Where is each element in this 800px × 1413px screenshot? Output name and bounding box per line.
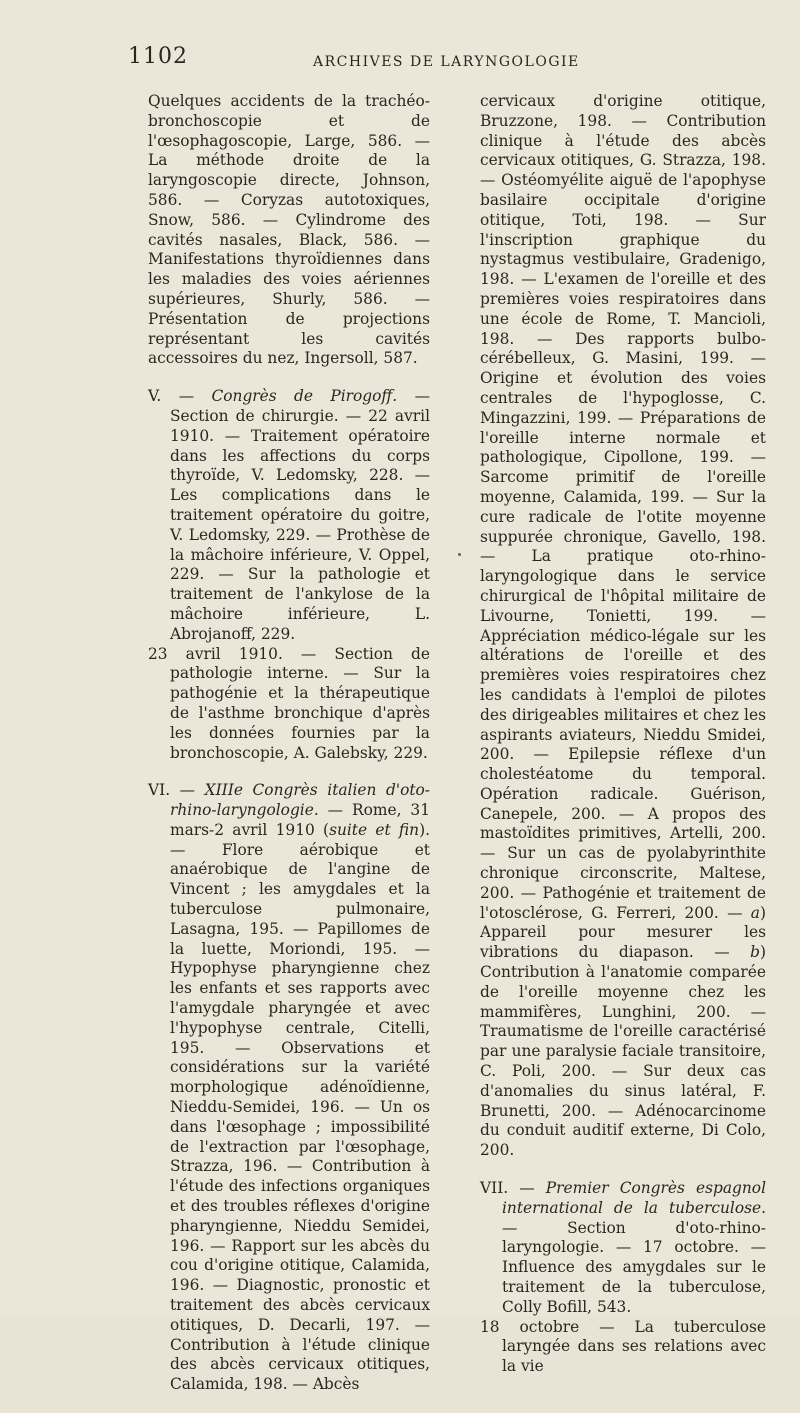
congress-title: XIIIe Congrès italien d'oto-rhino-laryngologie. <box>170 781 430 820</box>
section-lead: V. — <box>148 387 212 406</box>
item-label-b: b <box>750 943 760 962</box>
paragraph-text: — Rome, 31 mars-2 avril 1910 ( <box>170 801 430 839</box>
paragraph-section-vii <box>480 1179 766 1318</box>
paragraph-section-v-date <box>148 645 430 764</box>
section-lead: VI. — <box>148 781 205 800</box>
page-number: 1102 <box>128 44 188 69</box>
paragraph-text: — Section d'oto-rhino-laryngologie. — 17 octobre. — Influence des amygdales sur le traitement de la tuberculose, Colly Bofill, 543. <box>502 1218 766 1316</box>
paragraph-section-vi <box>148 781 430 1395</box>
right-column <box>480 92 766 1395</box>
paragraph-text: ) Contribution à l'anatomie comparée de l'oreille moyenne chez les mammifères, Lunghini, 200. — Traumatisme de l'oreille caractérisé par une paralysie faciale transitoire, C. Poli, 200. — Sur deux cas d'anomalies du sinus latéral, F. Brunetti, 200. — Adénocarcinome du conduit auditif externe, Di Colo, 200. <box>480 943 766 1160</box>
paragraph-text: ). — Flore aérobique et anaérobique de l'angine de Vincent ; les amygdales et la tuberculose pulmonaire, Lasagna, 195. — Papillomes de la luette, Moriondi, 195. — Hypophyse pharyngienne chez les enfants et ses rapports avec l'amygdale pharyngée et avec l'hypophyse centrale, Citelli, 195. — Observations et considérations sur la variété morphologique adénoïdienne, Nieddu-Semidei, 196. — Un os dans l'œsophage ; impossibilité de l'extraction par l'œsophage, Strazza, 196. — Contribution à l'étude des infections organiques et des troubles réflexes d'origine pharyngienne, Nieddu Semidei, 196. — Rapport sur les abcès du cou d'origine otitique, Calamida, 196. — Diagnostic, pronostic et traitement des abcès cervicaux otitiques, D. Decarli, 197. — Contribution à l'étude clinique des abcès cervicaux otitiques, Calamida, 198. — Abcès <box>170 820 430 1394</box>
paragraph-section-iv-continued <box>148 92 430 369</box>
paragraph-text: Quelques accidents de la trachéo-bronchoscopie et de l'œsophagoscopie, Large, 586. — La méthode droite de la laryngoscopie directe, Johnson, 586. — Coryzas autotoxiques, Snow, 586. — Cylindrome des cavités nasales, Black, 586. — Manifestations thyroïdiennes dans les maladies des voies aériennes supérieures, Shurly, 586. — Présentation de projections représentant les cavités accessoires du nez, Ingersoll, 587. <box>148 92 430 368</box>
paragraph-text: — Section de chirurgie. — 22 avril 1910. — Traitement opératoire dans les affections du corps thyroïde, V. Ledomsky, 228. — Les complications dans le traitement opératoire du goitre, V. Ledomsky, 229. — Prothèse de la mâchoire inférieure, V. Oppel, 229. — Sur la pathologie et traitement de l'ankylose de la mâchoire inférieure, L. Abrojanoff, 229. <box>170 387 430 643</box>
page-header <box>128 44 670 74</box>
suite-note: suite et fin <box>329 820 420 839</box>
paragraph-text: 23 avril 1910. — Section de pathologie interne. — Sur la pathogénie et la thérapeutique de l'asthme bronchique d'après les données fournies par la bronchoscopie, A. Galebsky, 229. <box>148 644 430 762</box>
left-column <box>148 92 430 1413</box>
section-lead: VII. — <box>480 1179 546 1198</box>
paragraph-text: ) Appareil pour mesurer les vibrations du diapason. — <box>480 903 766 962</box>
gutter-speck <box>458 553 461 556</box>
congress-title: Congrès de Pirogoff. <box>211 387 398 406</box>
item-label-a: a <box>750 903 760 922</box>
paragraph-section-vi-continued <box>480 92 766 1161</box>
paragraph-section-vii-date <box>480 1318 766 1377</box>
congress-title: Premier Congrès espagnol international de la tuberculose. <box>502 1179 766 1217</box>
paragraph-text: cervicaux d'origine otitique, Bruzzone, 198. — Contribution clinique à l'étude des abcès cervicaux otitiques, G. Strazza, 198. — Ostéomyélite aiguë de l'apophyse basilaire occipitale d'origine otitique, Toti, 198. — Sur l'inscription graphique du nystagmus vestibulaire, Gradenigo, 198. — L'examen de l'oreille et des premières voies respiratoires dans une école de Rome, T. Mancioli, 198. — Des rapports bulbo-cérébelleux, G. Masini, 199. — Origine et évolution des voies centrales de l'hypoglosse, C. Mingazzini, 199. — Préparations de l'oreille interne normale et pathologique, Cipollone, 199. — Sarcome primitif de l'oreille moyenne, Calamida, 199. — Sur la cure radicale de l'otite moyenne suppurée chronique, Gavello, 198. — La pratique oto-rhino-laryngologique dans le service chirurgical de l'hôpital militaire de Livourne, Tonietti, 199. — Appréciation médico-légale sur les altérations de l'oreille et des premières voies respiratoires chez les candidats à l'emploi de pilotes des dirigeables militaires et chez les aspirants aviateurs, Nieddu Smidei, 200. — Epilepsie réflexe d'un cholestéatome du temporal. Opération radicale. Guérison, Canepele, 200. — A propos des mastoïdites primitives, Artelli, 200. — Sur un cas de pyolabyrinthite chronique circonscrite, Maltese, 200. — Pathogénie et traitement de l'otosclérose, G. Ferreri, 200. — <box>480 92 766 922</box>
running-head: ARCHIVES DE LARYNGOLOGIE <box>313 54 580 70</box>
paragraph-section-v <box>148 387 430 644</box>
paragraph-text: 18 octobre — La tuberculose laryngée dans ses relations avec la vie <box>480 1317 766 1376</box>
